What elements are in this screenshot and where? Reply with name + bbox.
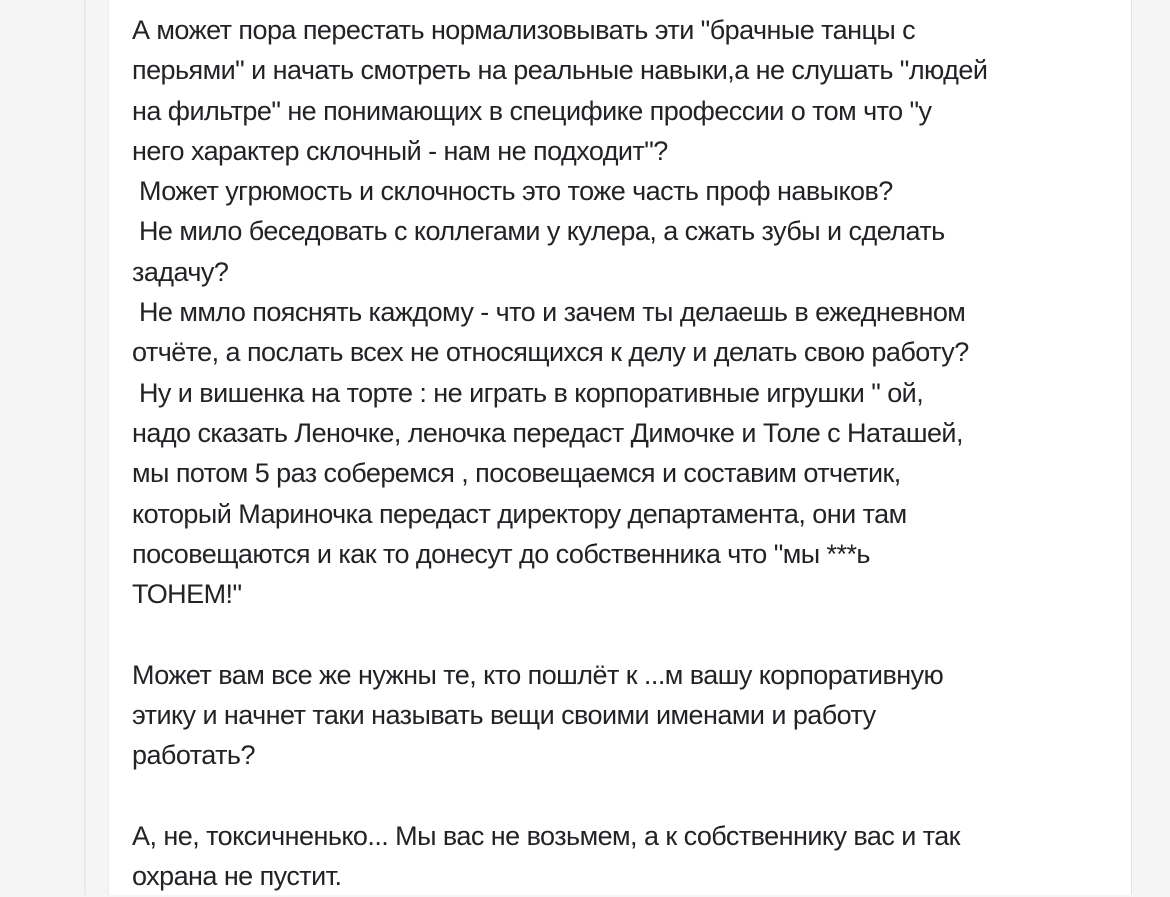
comment-text-line: охрана не пустит. [132,861,342,892]
paragraph-break [132,776,1107,816]
comment-text-line: мы потом 5 раз соберемся , посовещаемся и составим отчетик, [132,458,901,489]
comment-text-line: отчёте, а послать всех не относящихся к делу и делать свою работу? [132,337,969,368]
comment-text-line: который Мариночка передаст директору департамента, они там [132,498,907,529]
comment-text-line: ТОНЕМ!" [132,579,242,610]
comment-text-line: Не мило беседовать с коллегами у кулера, а сжать зубы и сделать [132,216,945,247]
comment-text-line: посовещаются и как то донесут до собственника что "мы ***ь [132,538,870,569]
comment-text-line: него характер склочный - нам не подходит"? [132,135,668,166]
comment-text-line: Не ммло пояснять каждому - что и зачем ты делаешь в ежедневном [132,297,966,328]
comment-text-line: А может пора перестать нормализовывать эти "брачные танцы с [132,15,916,45]
comment-text-line: на фильтре" не понимающих в специфике профессии о том что "у [132,95,932,126]
comment-text-line: Может угрюмость и склочность это тоже часть проф навыков? [132,176,893,207]
comment-text-line: Может вам все же нужны те, кто пошлёт к ...м вашу корпоративную [132,659,944,690]
thread-indent-line [84,0,86,895]
comment-text-line: А, не, токсичненько... Мы вас не возьмем, а к собственнику вас и так [132,820,960,851]
comment-text-line: Ну и вишенка на торте : не играть в корпоративные игрушки " ой, [132,377,924,408]
paragraph-break [132,614,1107,654]
comment-paragraph-2 [132,655,1107,776]
comment-text-line: этику и начнет таки называть вещи своими именами и работу [132,700,876,731]
comment-body [132,10,1107,897]
comment-text-line: работать? [132,740,255,771]
comment-text-line: перьями" и начать смотреть на реальные навыки,а не слушать "людей [132,55,988,86]
comment-text-line: задачу? [132,256,229,287]
comment-text-line: надо сказать Леночке, леночка передаст Димочке и Толе с Наташей, [132,417,963,448]
comment-paragraph-1 [132,10,1107,614]
comment-paragraph-3 [132,816,1107,897]
